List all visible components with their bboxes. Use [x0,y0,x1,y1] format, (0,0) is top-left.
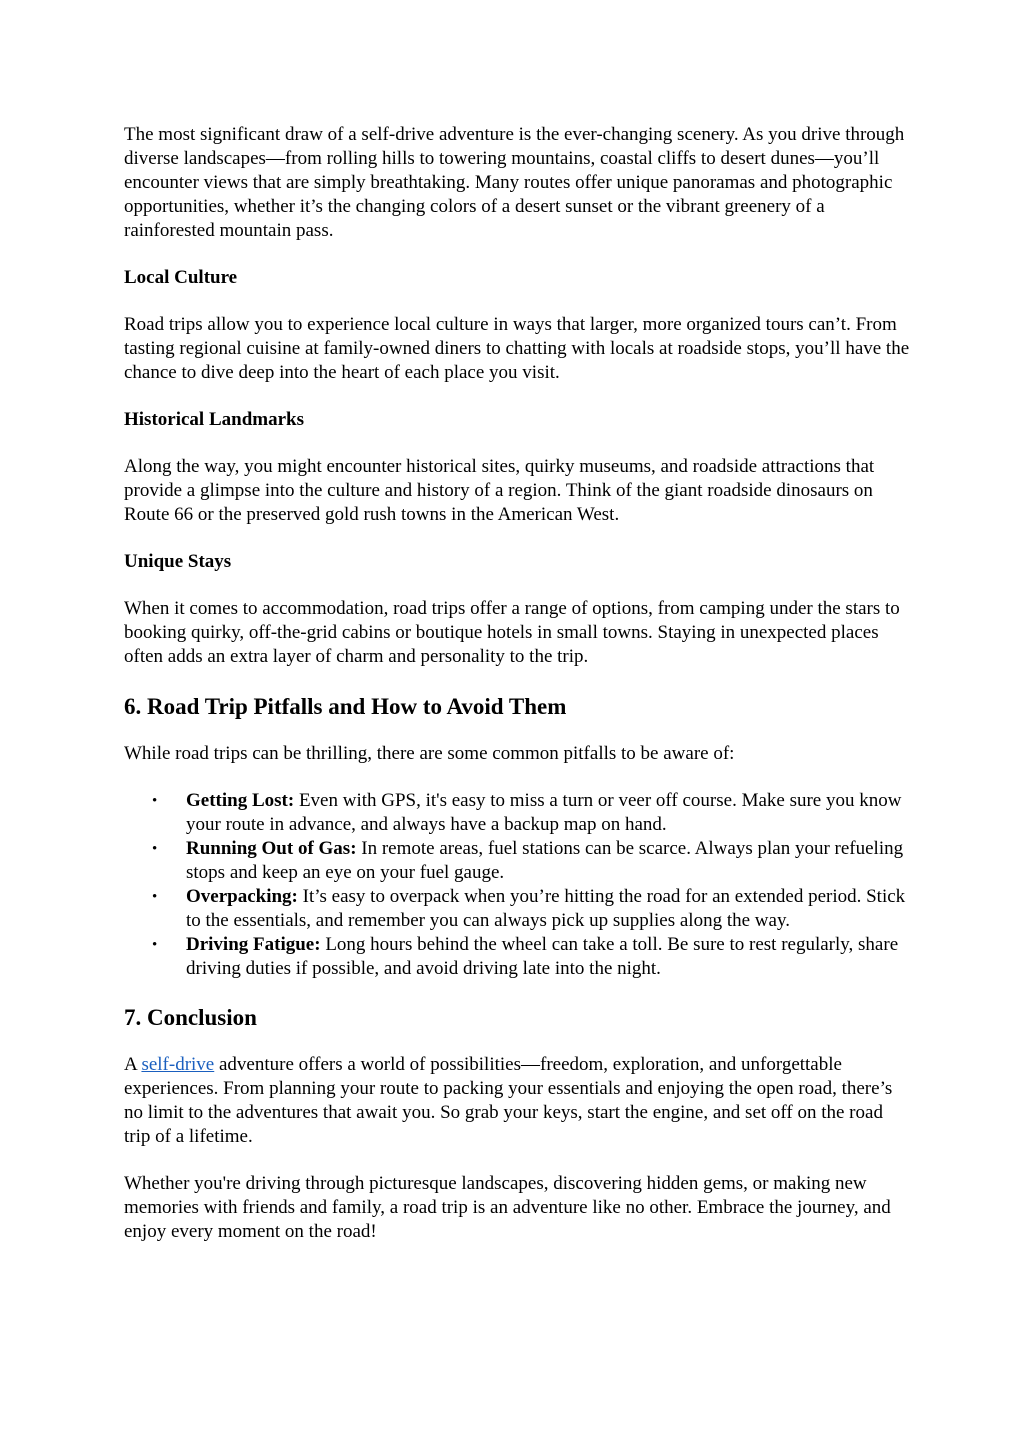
local-culture-heading: Local Culture [124,267,238,288]
list-item-label: Overpacking: [186,886,298,907]
list-item-text: Even with GPS, it's easy to miss a turn or veer off course. Make sure you know your route in advance, and always have a backup map on hand. [186,790,902,835]
list-item [124,933,914,981]
historical-landmarks-heading: Historical Landmarks [124,409,304,430]
unique-stays-heading: Unique Stays [124,551,232,572]
bullet-icon: • [152,937,158,953]
unique-stays-paragraph: When it comes to accommodation, road trips offer a range of options, from camping under the stars to booking quirky, off-the-grid cabins or boutique hotels in small towns. Staying in unexpected places often adds an extra layer of charm and personality to the trip. [124,598,900,667]
document-page [124,123,914,1267]
conclusion-heading: 7. Conclusion [124,1005,257,1030]
list-item-text: Long hours behind the wheel can take a toll. Be sure to rest regularly, share driving duties if possible, and avoid driving late into the night. [186,934,899,979]
list-item [124,885,914,933]
conclusion-lead-text: A [124,1054,142,1075]
bullet-icon: • [152,793,158,809]
pitfalls-list [124,789,914,981]
list-item-text: In remote areas, fuel stations can be scarce. Always plan your refueling stops and keep an eye on your fuel gauge. [186,838,904,883]
historical-landmarks-paragraph: Along the way, you might encounter historical sites, quirky museums, and roadside attractions that provide a glimpse into the culture and history of a region. Think of the giant roadside dinosaurs on Route 66 or the preserved gold rush towns in the American West. [124,456,875,525]
local-culture-paragraph: Road trips allow you to experience local culture in ways that larger, more organized tours can’t. From tasting regional cuisine at family-owned diners to chatting with locals at roadside stops, you’ll have the chance to dive deep into the heart of each place you visit. [124,314,910,383]
scenery-paragraph: The most significant draw of a self-drive adventure is the ever-changing scenery. As you drive through diverse landscapes—from rolling hills to towering mountains, coastal cliffs to desert dunes—you’ll encounter views that are simply breathtaking. Many routes offer unique panoramas and photographic opportunities, whether it’s the changing colors of a desert sunset or the vibrant greenery of a rainforested mountain pass. [124,124,905,241]
conclusion-paragraph [124,1053,914,1149]
self-drive-link[interactable]: self-drive [141,1054,215,1075]
list-item-label: Getting Lost: [186,790,295,811]
pitfalls-intro: While road trips can be thrilling, there are some common pitfalls to be aware of: [124,743,735,764]
bullet-icon: • [152,889,158,905]
list-item-text: It’s easy to overpack when you’re hitting the road for an extended period. Stick to the essentials, and remember you can always pick up supplies along the way. [186,886,906,931]
list-item [124,837,914,885]
bullet-icon: • [152,841,158,857]
list-item [124,789,914,837]
pitfalls-heading: 6. Road Trip Pitfalls and How to Avoid Them [124,694,567,719]
conclusion-body-text: adventure offers a world of possibilities—freedom, exploration, and unforgettable experiences. From planning your route to packing your essentials and enjoying the open road, there’s no limit to the adventures that await you. So grab your keys, start the engine, and set off on the road trip of a lifetime. [124,1054,893,1147]
closing-paragraph: Whether you're driving through picturesque landscapes, discovering hidden gems, or making new memories with friends and family, a road trip is an adventure like no other. Embrace the journey, and enjoy every moment on the road! [124,1173,891,1242]
list-item-label: Driving Fatigue: [186,934,321,955]
list-item-label: Running Out of Gas: [186,838,357,859]
